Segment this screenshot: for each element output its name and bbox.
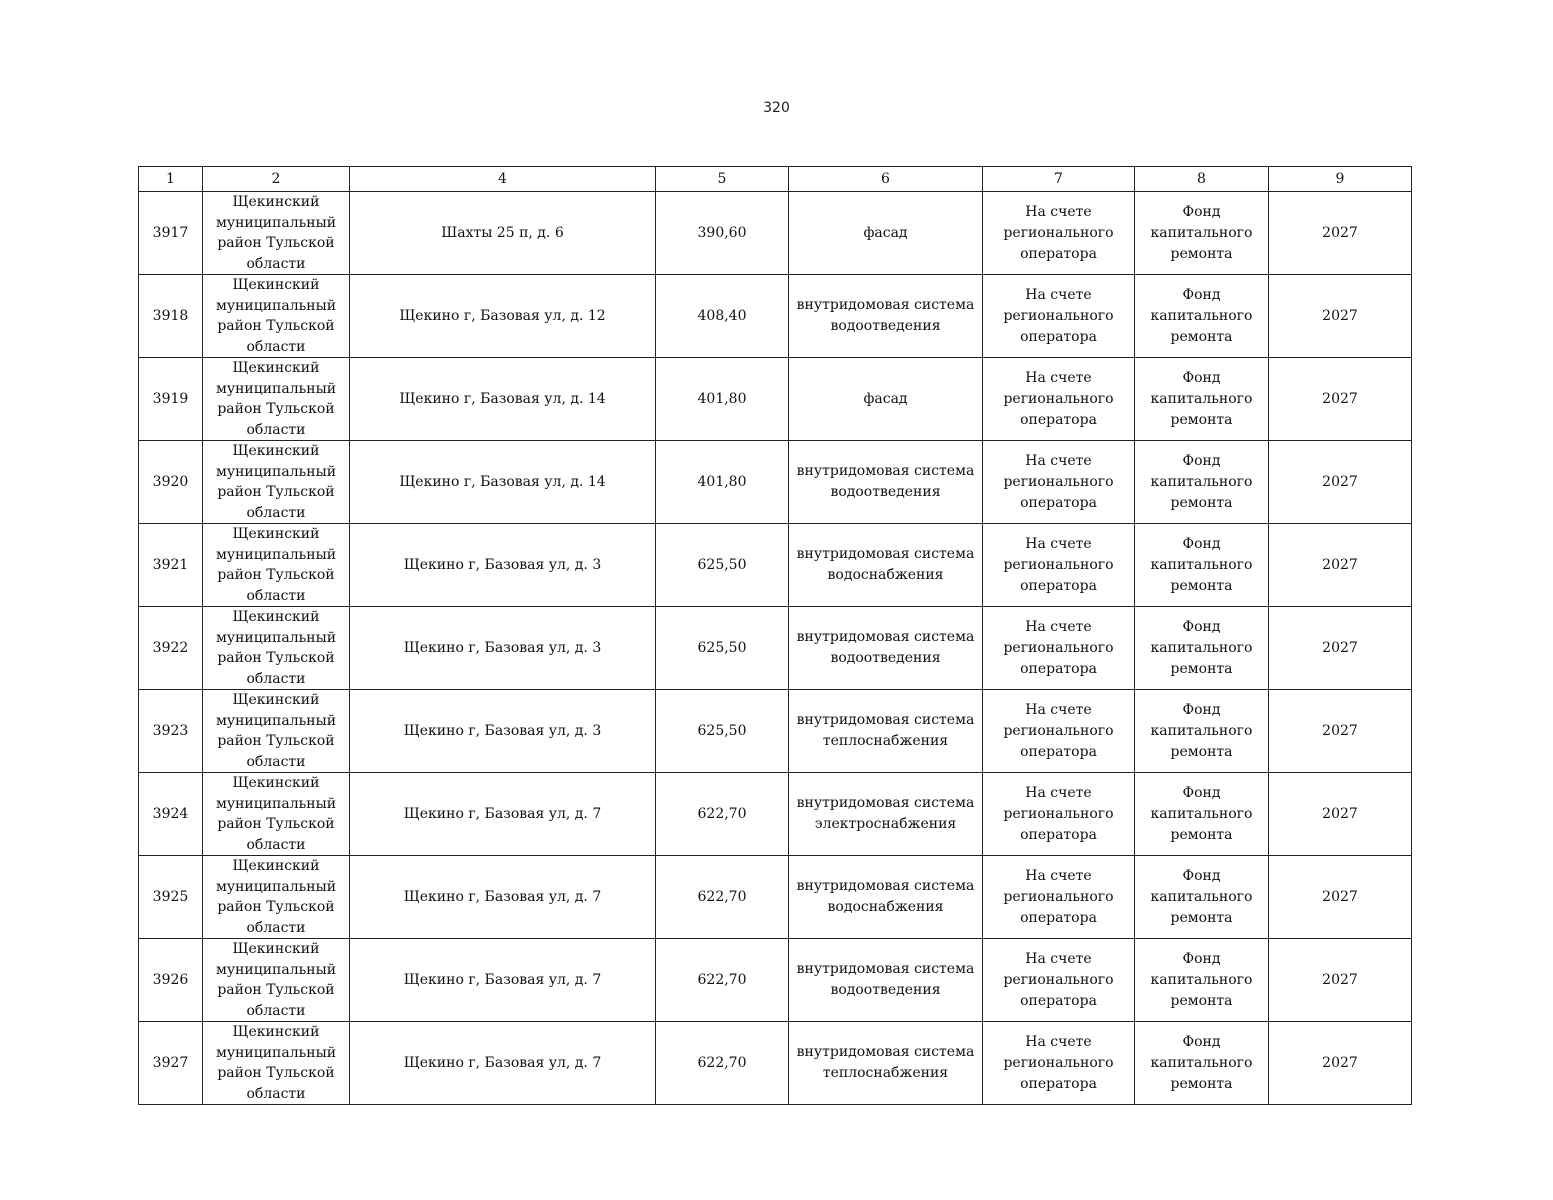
column-header: 9 (1269, 167, 1412, 192)
year-cell: 2027 (1269, 441, 1412, 524)
funding-source-cell: Фонд капитального ремонта (1135, 856, 1269, 939)
table-row (139, 773, 1412, 856)
address-cell: Щекино г, Базовая ул, д. 3 (350, 524, 656, 607)
funding-source-cell: Фонд капитального ремонта (1135, 690, 1269, 773)
table-row (139, 524, 1412, 607)
year-cell: 2027 (1269, 1022, 1412, 1105)
area-cell: 625,50 (656, 690, 789, 773)
funding-source-cell: Фонд капитального ремонта (1135, 441, 1269, 524)
funding-source-cell: Фонд капитального ремонта (1135, 192, 1269, 275)
district-cell: Щекинский муниципальный район Тульской области (203, 275, 350, 358)
year-cell: 2027 (1269, 607, 1412, 690)
address-cell: Щекино г, Базовая ул, д. 7 (350, 856, 656, 939)
work-type-cell: внутридомовая система теплоснабжения (789, 1022, 983, 1105)
table-row (139, 358, 1412, 441)
area-cell: 401,80 (656, 358, 789, 441)
page-number: 320 (763, 100, 790, 116)
table-row (139, 441, 1412, 524)
funding-source-cell: Фонд капитального ремонта (1135, 773, 1269, 856)
work-type-cell: внутридомовая система водоотведения (789, 441, 983, 524)
funding-source-cell: Фонд капитального ремонта (1135, 358, 1269, 441)
area-cell: 408,40 (656, 275, 789, 358)
funding-source-cell: Фонд капитального ремонта (1135, 275, 1269, 358)
account-cell: На счете регионального оператора (983, 441, 1135, 524)
funding-source-cell: Фонд капитального ремонта (1135, 1022, 1269, 1105)
address-cell: Щекино г, Базовая ул, д. 14 (350, 441, 656, 524)
district-cell: Щекинский муниципальный район Тульской области (203, 192, 350, 275)
table-row (139, 856, 1412, 939)
address-cell: Щекино г, Базовая ул, д. 12 (350, 275, 656, 358)
work-type-cell: внутридомовая система теплоснабжения (789, 690, 983, 773)
column-header: 8 (1135, 167, 1269, 192)
row-number: 3917 (139, 192, 203, 275)
address-cell: Щекино г, Базовая ул, д. 14 (350, 358, 656, 441)
funding-source-cell: Фонд капитального ремонта (1135, 607, 1269, 690)
funding-source-cell: Фонд капитального ремонта (1135, 939, 1269, 1022)
work-type-cell: внутридомовая система электроснабжения (789, 773, 983, 856)
area-cell: 622,70 (656, 1022, 789, 1105)
column-header: 6 (789, 167, 983, 192)
column-header: 7 (983, 167, 1135, 192)
row-number: 3919 (139, 358, 203, 441)
account-cell: На счете регионального оператора (983, 773, 1135, 856)
work-type-cell: фасад (789, 192, 983, 275)
account-cell: На счете регионального оператора (983, 275, 1135, 358)
account-cell: На счете регионального оператора (983, 607, 1135, 690)
row-number: 3923 (139, 690, 203, 773)
district-cell: Щекинский муниципальный район Тульской области (203, 1022, 350, 1105)
table-row (139, 607, 1412, 690)
account-cell: На счете регионального оператора (983, 358, 1135, 441)
row-number: 3920 (139, 441, 203, 524)
year-cell: 2027 (1269, 773, 1412, 856)
year-cell: 2027 (1269, 358, 1412, 441)
address-cell: Щекино г, Базовая ул, д. 7 (350, 773, 656, 856)
address-cell: Щекино г, Базовая ул, д. 3 (350, 690, 656, 773)
work-type-cell: фасад (789, 358, 983, 441)
row-number: 3924 (139, 773, 203, 856)
column-header: 2 (203, 167, 350, 192)
row-number: 3925 (139, 856, 203, 939)
registry-table (138, 166, 1412, 1105)
area-cell: 622,70 (656, 773, 789, 856)
district-cell: Щекинский муниципальный район Тульской области (203, 773, 350, 856)
column-header: 4 (350, 167, 656, 192)
work-type-cell: внутридомовая система водоотведения (789, 275, 983, 358)
area-cell: 401,80 (656, 441, 789, 524)
column-header: 1 (139, 167, 203, 192)
account-cell: На счете регионального оператора (983, 1022, 1135, 1105)
account-cell: На счете регионального оператора (983, 690, 1135, 773)
table-row (139, 1022, 1412, 1105)
year-cell: 2027 (1269, 939, 1412, 1022)
district-cell: Щекинский муниципальный район Тульской области (203, 690, 350, 773)
address-cell: Щекино г, Базовая ул, д. 3 (350, 607, 656, 690)
row-number: 3926 (139, 939, 203, 1022)
table-row (139, 690, 1412, 773)
account-cell: На счете регионального оператора (983, 939, 1135, 1022)
address-cell: Шахты 25 п, д. 6 (350, 192, 656, 275)
table-row (139, 939, 1412, 1022)
area-cell: 622,70 (656, 856, 789, 939)
area-cell: 625,50 (656, 607, 789, 690)
table-row (139, 192, 1412, 275)
year-cell: 2027 (1269, 524, 1412, 607)
year-cell: 2027 (1269, 275, 1412, 358)
work-type-cell: внутридомовая система водоснабжения (789, 524, 983, 607)
district-cell: Щекинский муниципальный район Тульской области (203, 358, 350, 441)
area-cell: 625,50 (656, 524, 789, 607)
header-row (139, 167, 1412, 192)
district-cell: Щекинский муниципальный район Тульской области (203, 524, 350, 607)
work-type-cell: внутридомовая система водоотведения (789, 939, 983, 1022)
row-number: 3921 (139, 524, 203, 607)
area-cell: 622,70 (656, 939, 789, 1022)
column-header: 5 (656, 167, 789, 192)
address-cell: Щекино г, Базовая ул, д. 7 (350, 1022, 656, 1105)
row-number: 3918 (139, 275, 203, 358)
row-number: 3927 (139, 1022, 203, 1105)
area-cell: 390,60 (656, 192, 789, 275)
work-type-cell: внутридомовая система водоотведения (789, 607, 983, 690)
district-cell: Щекинский муниципальный район Тульской области (203, 441, 350, 524)
district-cell: Щекинский муниципальный район Тульской области (203, 856, 350, 939)
account-cell: На счете регионального оператора (983, 856, 1135, 939)
account-cell: На счете регионального оператора (983, 524, 1135, 607)
year-cell: 2027 (1269, 192, 1412, 275)
work-type-cell: внутридомовая система водоснабжения (789, 856, 983, 939)
district-cell: Щекинский муниципальный район Тульской области (203, 939, 350, 1022)
year-cell: 2027 (1269, 690, 1412, 773)
account-cell: На счете регионального оператора (983, 192, 1135, 275)
address-cell: Щекино г, Базовая ул, д. 7 (350, 939, 656, 1022)
table-row (139, 275, 1412, 358)
row-number: 3922 (139, 607, 203, 690)
year-cell: 2027 (1269, 856, 1412, 939)
district-cell: Щекинский муниципальный район Тульской области (203, 607, 350, 690)
funding-source-cell: Фонд капитального ремонта (1135, 524, 1269, 607)
